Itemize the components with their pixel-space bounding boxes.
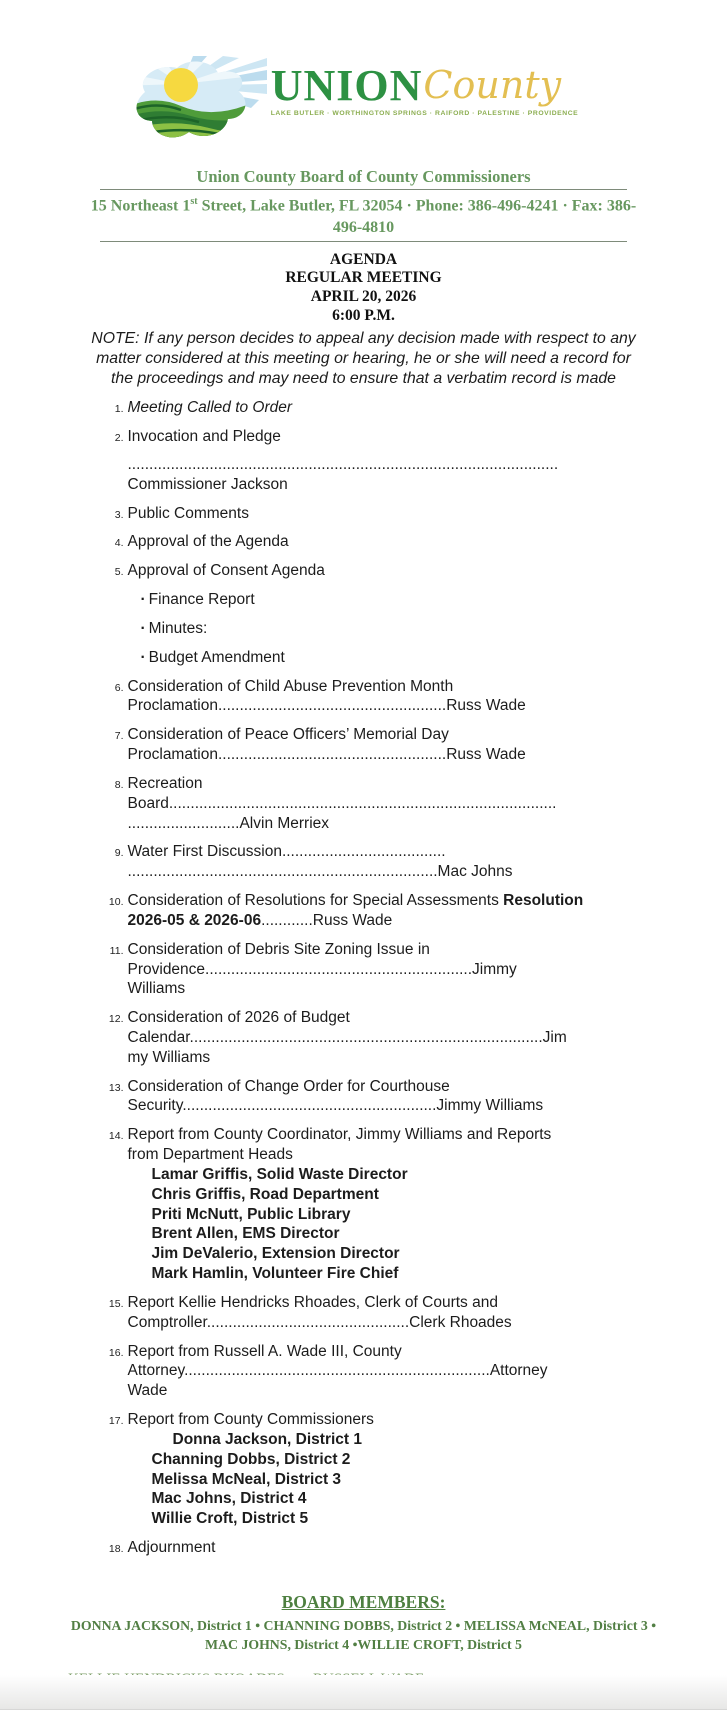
item-text-leader: Proclamation.....................................................Russ Wade <box>127 697 526 715</box>
item-text: Consideration of Child Abuse Prevention Month <box>127 677 454 695</box>
agenda-item-16 <box>97 1342 631 1401</box>
item-text2 <box>128 911 631 931</box>
commissioner: Donna Jackson, District 1 <box>172 1430 363 1448</box>
item-presenter: my Williams <box>127 1048 211 1066</box>
item-presenter: Commissioner Jackson <box>127 475 288 493</box>
item-presenter: ..........................Alvin Merriex <box>127 814 330 832</box>
item-text-pre: Consideration of Resolutions for Special Assessments <box>127 892 504 910</box>
agenda-item-11 <box>97 940 631 999</box>
item-text: Meeting Called to Order <box>127 399 293 417</box>
item-number: 1. <box>114 403 124 416</box>
item-text: Approval of Consent Agenda <box>127 562 325 580</box>
meeting-date: APRIL 20, 2026 <box>310 288 417 306</box>
agenda-item-3 <box>97 504 631 524</box>
agenda-item-8 <box>97 774 631 833</box>
item-text-leader: Calendar..................................................................................Jim <box>127 1028 567 1046</box>
item-text: Invocation and Pledge <box>127 428 281 446</box>
item-number: 14. <box>108 1130 124 1143</box>
bullet-icon: · <box>140 648 146 666</box>
meeting-time: 6:00 P.M. <box>332 307 395 325</box>
commissioner: Channing Dobbs, District 2 <box>151 1450 351 1468</box>
item-text: Report from Russell A. Wade III, County <box>127 1342 402 1360</box>
agenda-item-4 <box>97 532 631 552</box>
logo-union-text: UNION <box>270 61 423 110</box>
item-text: Consideration of Debris Site Zoning Issue in <box>127 940 430 958</box>
department-head: Priti McNutt, Public Library <box>151 1205 351 1223</box>
address-street-pre: 15 Northeast 1 <box>90 197 191 215</box>
item-number: 7. <box>114 730 124 743</box>
agenda-list <box>97 398 631 1558</box>
item-text: Recreation <box>127 774 203 792</box>
item-number: 8. <box>114 778 124 791</box>
consent-bullet <box>141 590 631 610</box>
item-number: 15. <box>108 1297 124 1310</box>
agenda-item-9 <box>97 842 631 882</box>
address-block <box>84 195 644 239</box>
union-county-logo-icon <box>119 56 267 153</box>
item-number: 3. <box>114 508 124 521</box>
sun <box>164 68 198 102</box>
commissioner: Willie Croft, District 5 <box>151 1510 309 1528</box>
meeting-title: AGENDA <box>329 250 398 268</box>
item-presenter: Williams <box>127 980 186 998</box>
agenda-item-1 <box>97 398 631 418</box>
bullet-text: Budget Amendment <box>148 648 285 666</box>
item-text: Report Kellie Hendricks Rhoades, Clerk of Courts and <box>127 1293 498 1311</box>
agenda-item-12 <box>97 1008 631 1067</box>
consent-bullet <box>141 648 631 668</box>
meeting-type: REGULAR MEETING <box>285 269 442 287</box>
item-text-leader: Comptroller...............................................Clerk Rhoades <box>127 1313 512 1331</box>
address-street-post: Street, Lake Butler, FL 32054 · Phone: 386-496-4241 · Fax: 386- <box>197 197 637 215</box>
board-members-heading: BOARD MEMBERS: <box>281 1591 446 1612</box>
resolution-numbers: 2026-05 & 2026-06 <box>127 911 262 929</box>
item-number: 10. <box>108 896 124 909</box>
department-head: Chris Griffis, Road Department <box>151 1185 379 1203</box>
item-number: 9. <box>114 847 124 860</box>
logo-wordmark <box>270 61 579 117</box>
consent-bullet <box>141 619 631 639</box>
item-text2: from Department Heads <box>127 1146 293 1164</box>
agenda-item-10 <box>97 891 631 931</box>
item-text: Water First Discussion...................................... <box>127 843 446 861</box>
logo-county-text: County <box>423 63 562 107</box>
item-number: 5. <box>114 566 124 579</box>
item-text: Approval of the Agenda <box>127 533 289 551</box>
item-number: 16. <box>108 1346 124 1359</box>
leader-dots: .................................................................................................... <box>127 455 559 473</box>
item-number: 11. <box>109 944 124 957</box>
item-number: 17. <box>108 1415 124 1428</box>
address-line2: 496-4810 <box>332 218 395 236</box>
department-head: Brent Allen, EMS Director <box>151 1225 340 1243</box>
resolution-ref: Resolution <box>503 892 584 910</box>
item-text-leader: Proclamation.....................................................Russ Wade <box>127 746 526 764</box>
item-text: Consideration of Change Order for Courthouse <box>127 1077 450 1095</box>
agenda-item-2 <box>97 427 631 494</box>
agenda-item-7 <box>97 725 631 765</box>
item-text <box>128 891 631 911</box>
agenda-item-18 <box>97 1538 631 1558</box>
bullet-text: Finance Report <box>148 591 255 609</box>
item-text: Public Comments <box>127 504 249 522</box>
item-text-leader: Board.......................................................................................... <box>127 794 557 812</box>
item-text-leader: Security...........................................................Jimmy Williams <box>127 1097 544 1115</box>
item-presenter: ............Russ Wade <box>261 911 393 929</box>
item-number: 18. <box>108 1543 124 1556</box>
county-shape-logo-graphic <box>119 56 267 148</box>
commissioner: Melissa McNeal, District 3 <box>151 1470 342 1488</box>
agenda-item-13 <box>97 1077 631 1117</box>
item-number: 13. <box>108 1081 124 1094</box>
logo-words <box>270 61 579 110</box>
header-logo-row <box>0 0 727 153</box>
bullet-icon: · <box>140 619 146 637</box>
item-presenter: Wade <box>127 1382 168 1400</box>
item-number: 6. <box>114 681 124 694</box>
department-head: Lamar Griffis, Solid Waste Director <box>151 1165 408 1183</box>
commissioner: Mac Johns, District 4 <box>151 1490 307 1508</box>
item-presenter: ........................................................................Mac Johns <box>127 863 513 881</box>
address-ordinal: st <box>190 196 198 207</box>
item-text: Consideration of Peace Officers’ Memorial Day <box>127 726 449 744</box>
meeting-title-block <box>0 251 727 327</box>
item-number: 2. <box>114 432 124 445</box>
bullet-text: Minutes: <box>148 619 208 637</box>
agenda-item-17 <box>97 1410 631 1529</box>
item-number: 4. <box>114 537 124 550</box>
item-text-leader: Attorney.......................................................................Attorney <box>127 1362 548 1380</box>
item-text: Consideration of 2026 of Budget <box>127 1009 350 1027</box>
item-text-leader: Providence..............................................................Jimmy <box>127 960 517 978</box>
logo-tagline: LAKE BUTLER · WORTHINGTON SPRINGS · RAIFORD · PALESTINE · PROVIDENCE <box>270 110 579 117</box>
agenda-item-6 <box>97 677 631 717</box>
agenda-item-5 <box>97 561 631 667</box>
item-text: Adjournment <box>127 1539 216 1557</box>
bullet-icon: · <box>140 591 146 609</box>
agenda-item-14 <box>97 1125 631 1284</box>
agenda-item-15 <box>97 1293 631 1333</box>
organization-title: Union County Board of County Commissioners <box>196 167 531 186</box>
department-head: Mark Hamlin, Volunteer Fire Chief <box>151 1265 399 1283</box>
item-text: Report from County Coordinator, Jimmy Williams and Reports <box>127 1126 552 1144</box>
item-number: 12. <box>108 1013 124 1026</box>
item-text: Report from County Commissioners <box>127 1411 374 1429</box>
header-divider-1 <box>100 189 627 190</box>
appeal-note: NOTE: If any person decides to appeal any decision made with respect to any matter considered at this meeting or hearing, he or she will need a record for the proceedings and may need to ensure that a verbatim record is made <box>91 330 636 388</box>
header-divider-2 <box>100 241 627 242</box>
department-head: Jim DeValerio, Extension Director <box>151 1245 400 1263</box>
page-bottom-edge <box>0 1675 727 1710</box>
board-members-list: DONNA JACKSON, District 1 • CHANNING DOBBS, District 2 • MELISSA McNEAL, District 3 • MAC JOHNS, District 4 •WILLIE CROFT, District 5 <box>70 1617 657 1653</box>
